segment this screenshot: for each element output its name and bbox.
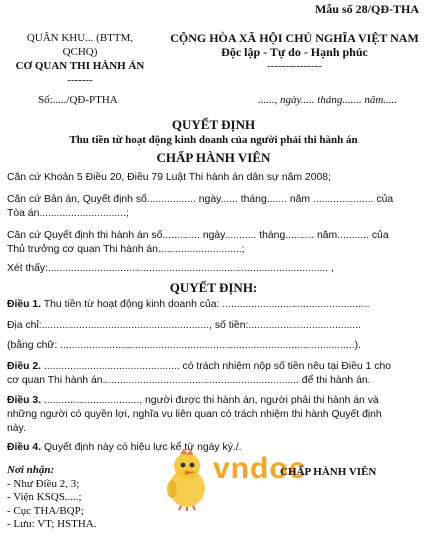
recipient-item: - Viện KSQS.....; <box>7 491 82 503</box>
recipients-heading: Nơi nhận: <box>7 464 55 476</box>
article-2-text-1: ............................................... có trách nhiệm nộp số tiền nêu tại Điều 1 cho <box>41 361 392 372</box>
document-subtitle: Thu tiền từ hoạt động kinh doanh của người phải thi hành án <box>69 134 358 146</box>
org-header <box>2 31 158 87</box>
recipients-block <box>7 464 96 532</box>
country-name: CỘNG HÒA XÃ HỘI CHỦ NGHĨA VIỆT NAM <box>170 31 419 45</box>
org-line-2: QCHQ) <box>62 46 98 58</box>
recipient-item: - Lưu: VT; HSTHA. <box>7 518 97 530</box>
vndoc-watermark-logo: vndoc <box>213 452 307 485</box>
recipient-item: - Như Điều 2, 3; <box>7 477 80 490</box>
date-line: ......, ngày..... tháng....... năm..... <box>258 94 398 106</box>
article-2-label: Điều 2. <box>7 361 42 372</box>
article-1-amount-words: (bằng chữ: ......................................................................................................). <box>7 340 361 351</box>
document-number: Số:...../QĐ-PTHA <box>38 94 118 106</box>
article-4-text: Quyết định này có hiệu lực kể từ ngày ký./. <box>41 442 242 453</box>
document-title: QUYẾT ĐỊNH <box>171 117 256 132</box>
chick-mascot-icon <box>158 447 216 511</box>
basis-line-3b: Thủ trưởng cơ quan Thi hành án.............................; <box>7 244 245 255</box>
article-1 <box>7 299 370 310</box>
org-name: CƠ QUAN THI HÀNH ÁN <box>15 60 145 72</box>
org-line-1: QUÂN KHU... (BTTM, <box>26 32 134 44</box>
article-3 <box>7 395 379 406</box>
article-1-text: Thu tiền từ hoạt động kinh doanh của: ................................................... <box>41 299 370 310</box>
basis-line-2a: Căn cứ Bản án, Quyết định số................. ngày...... tháng....... năm ..................... của <box>7 194 394 205</box>
form-code: Mẫu số 28/QĐ-THA <box>314 2 419 16</box>
article-3-text-2: những người có quyền lợi, nghĩa vụ liên quan có trách nhiệm thi hành Quyết định <box>7 409 382 420</box>
org-divider: ------- <box>67 74 93 86</box>
article-2 <box>7 361 391 372</box>
national-motto <box>162 31 427 73</box>
motto-text: Độc lập - Tự do - Hạnh phúc <box>221 45 368 59</box>
signature-title: CHẤP HÀNH VIÊN <box>280 466 377 478</box>
decision-heading: QUYẾT ĐỊNH: <box>169 280 258 295</box>
article-1-label: Điều 1. <box>7 299 42 310</box>
basis-line-1: Căn cứ Khoản 5 Điều 20, Điều 79 Luật Thi hành án dân sự năm 2008; <box>7 172 331 183</box>
article-2-text-2: cơ quan Thi hành án.................................................................... để thi hành án. <box>7 375 371 386</box>
article-3-text-1: ................................., người được thi hành án, người phải thi hành án và <box>41 395 379 406</box>
article-3-label: Điều 3. <box>7 395 42 406</box>
considering-line: Xét thấy:................................................................................................. , <box>7 263 334 274</box>
article-4-label: Điều 4. <box>7 442 42 453</box>
recipient-item: - Cục THA/BQP; <box>7 504 84 517</box>
article-1-address: Địa chỉ:.........................................................., số tiền:....................................... <box>7 320 361 331</box>
authority-title: CHẤP HÀNH VIÊN <box>156 150 271 165</box>
article-3-text-3: này. <box>7 423 26 434</box>
basis-line-2b: Tòa án..............................; <box>7 208 129 219</box>
basis-line-3a: Căn cứ Quyết định thi hành án số............. ngày........... tháng.......... năm........... của <box>7 230 389 241</box>
motto-divider: --------------- <box>267 60 322 72</box>
